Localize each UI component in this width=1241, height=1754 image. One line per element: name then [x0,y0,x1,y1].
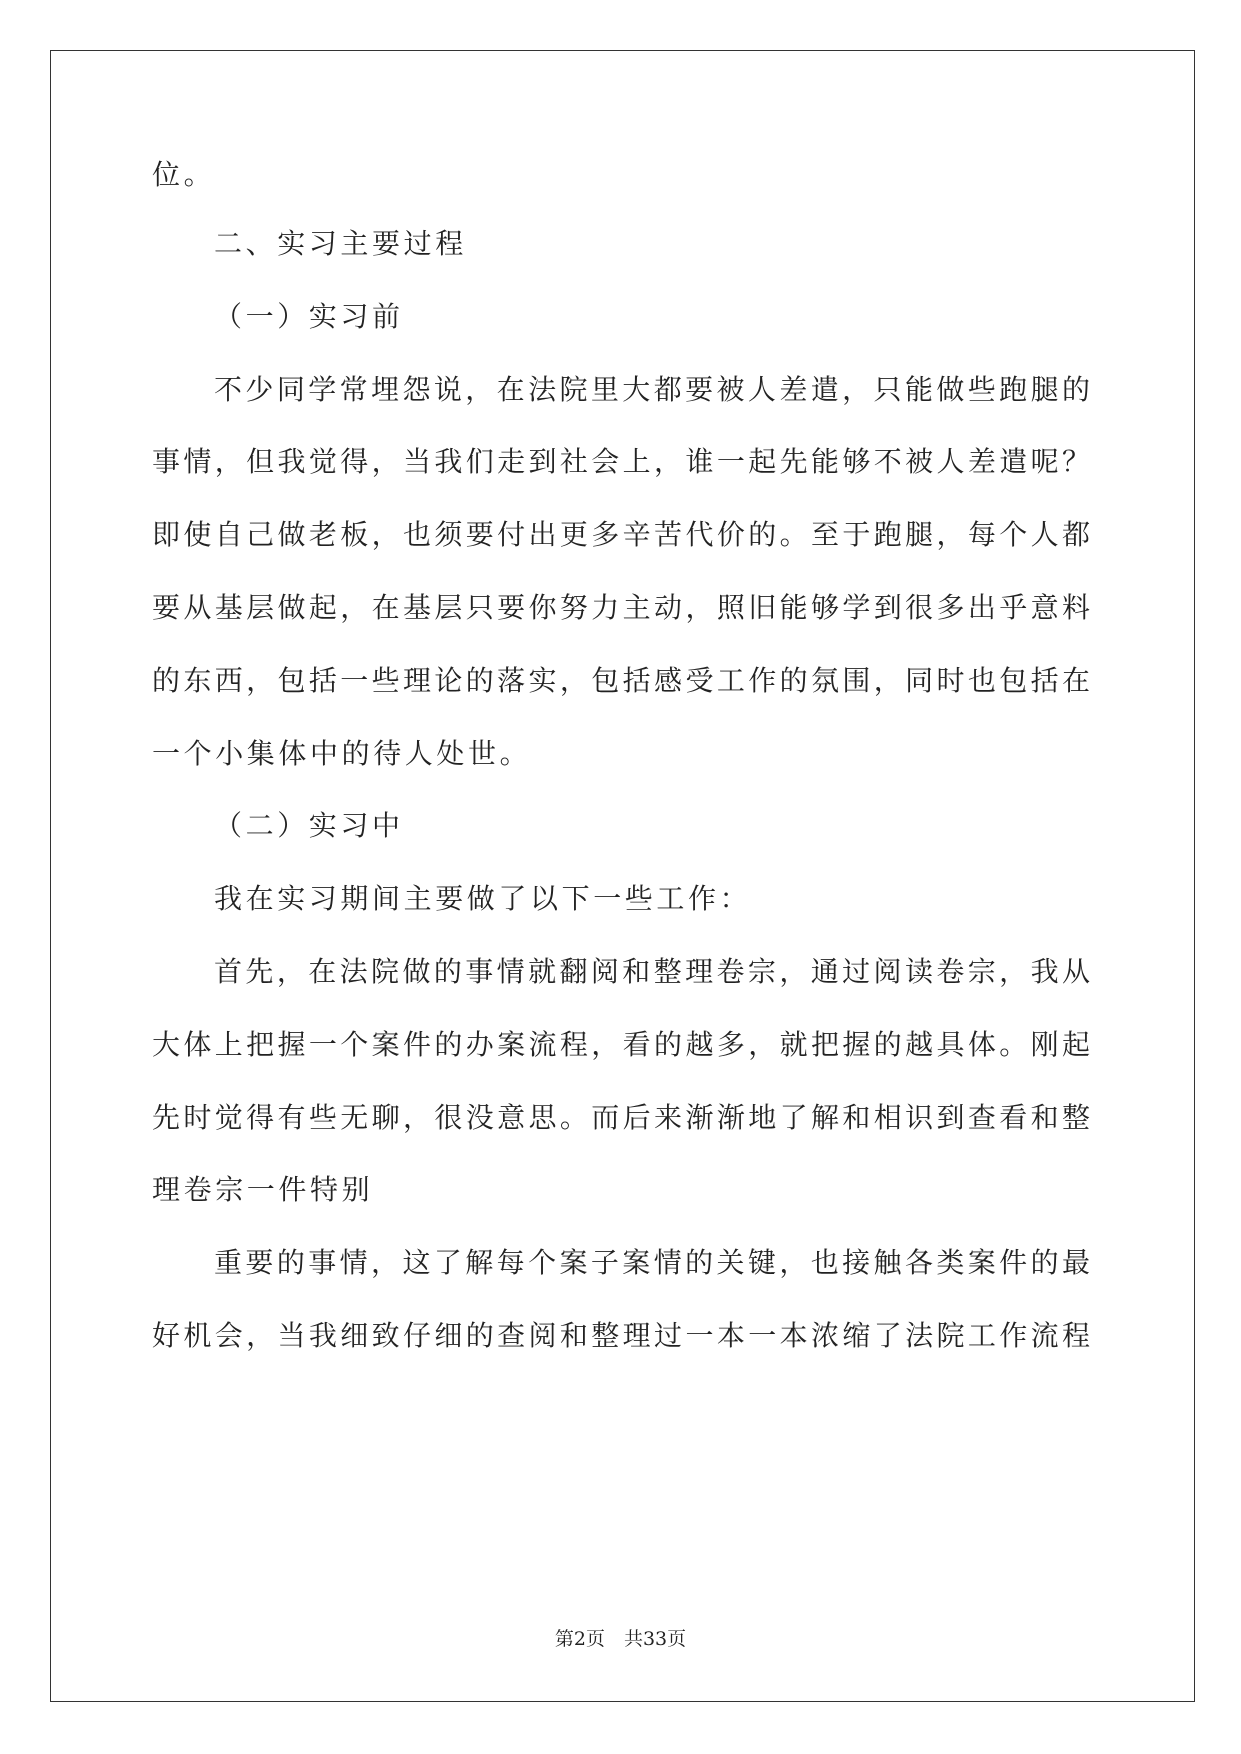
text-line: 好机会，当我细致仔细的查阅和整理过一本一本浓缩了法院工作流程 [152,1319,1090,1352]
text-line: 事情，但我觉得，当我们走到社会上，谁一起先能够不被人差遣呢？ [152,445,1090,478]
text-line: 即使自己做老板，也须要付出更多辛苦代价的。至于跑腿，每个人都 [152,518,1090,551]
text-line: 我在实习期间主要做了以下一些工作： [214,882,752,915]
subsection-heading: （二）实习中 [214,809,404,842]
text-line: 要从基层做起，在基层只要你努力主动，照旧能够学到很多出乎意料 [152,591,1090,624]
section-heading: 二、实习主要过程 [214,227,467,260]
page-number-footer: 第2页 共33页 [554,1628,687,1650]
text-line: 位。 [152,158,216,191]
subsection-heading: （一）实习前 [214,300,404,333]
text-line: 首先，在法院做的事情就翻阅和整理卷宗，通过阅读卷宗，我从 [214,955,1090,988]
text-line: 重要的事情，这了解每个案子案情的关键，也接触各类案件的最 [214,1246,1090,1279]
text-line: 大体上把握一个案件的办案流程，看的越多，就把握的越具体。刚起 [152,1028,1090,1061]
text-line: 一个小集体中的待人处世。 [152,737,532,770]
text-line: 不少同学常埋怨说，在法院里大都要被人差遣，只能做些跑腿的 [214,373,1090,406]
text-line: 理卷宗一件特别 [152,1173,374,1206]
text-line: 先时觉得有些无聊，很没意思。而后来渐渐地了解和相识到查看和整 [152,1101,1090,1134]
text-line: 的东西，包括一些理论的落实，包括感受工作的氛围，同时也包括在 [152,664,1090,697]
